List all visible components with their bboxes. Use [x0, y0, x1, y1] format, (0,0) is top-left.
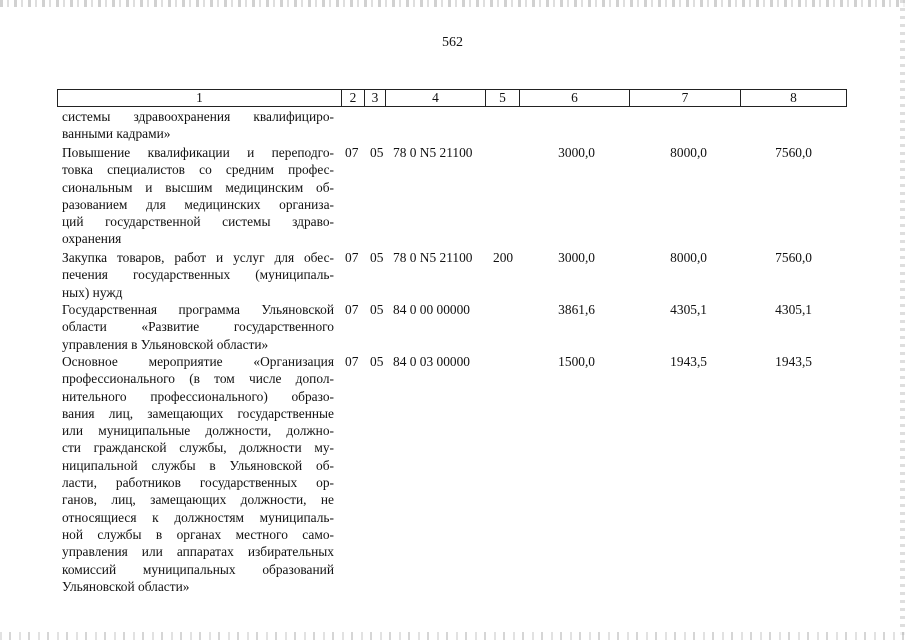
description-line: Ульяновской области» — [62, 578, 190, 594]
cell-amount-7: 8000,0 — [670, 145, 707, 160]
column-header-1: 1 — [58, 90, 342, 107]
description-line: товка специалистов со средним профес- — [62, 162, 334, 178]
cell-subsection: 05 — [370, 145, 384, 160]
description-line: сиональным и высшим медицинским об- — [62, 179, 334, 195]
cell-subsection: 05 — [370, 250, 384, 265]
cell-target-code: 78 0 N5 21100 — [393, 250, 473, 265]
cell-section: 07 — [345, 354, 359, 369]
cell-target-code: 78 0 N5 21100 — [393, 145, 473, 160]
description-line: Повышение квалификации и переподго- — [62, 145, 334, 160]
description-line: относящиеся к должностям муниципаль- — [62, 509, 334, 525]
row-description — [62, 353, 334, 595]
description-line: сти гражданской службы, должности му- — [62, 440, 334, 456]
cell-amount-8: 7560,0 — [775, 250, 812, 265]
description-line: или муниципальные должности, должно- — [62, 423, 334, 439]
description-line: ных) нужд — [62, 284, 123, 300]
cell-section: 07 — [345, 250, 359, 265]
description-line: ниципальной службы в Ульяновской об- — [62, 457, 334, 473]
description-line: вания лиц, замещающих государственные — [62, 405, 334, 421]
description-line: ной службы в органах местного само- — [62, 526, 334, 542]
row-description — [62, 108, 334, 143]
scan-edge-bottom — [0, 632, 905, 640]
column-header-7: 7 — [630, 90, 741, 107]
column-header-6: 6 — [520, 90, 630, 107]
row-description — [62, 249, 334, 301]
description-line: нительного профессионального) образо- — [62, 388, 334, 404]
description-line: ций государственной системы здраво- — [62, 214, 334, 230]
description-line: управления или аппаратах избирательных — [62, 544, 334, 560]
description-line: профессионального (в том числе допол- — [62, 371, 334, 387]
table-header — [57, 89, 847, 107]
description-line: охранения — [62, 231, 122, 247]
cell-section: 07 — [345, 302, 359, 317]
cell-amount-6: 1500,0 — [558, 354, 595, 369]
cell-section: 07 — [345, 145, 359, 160]
cell-target-code: 84 0 03 00000 — [393, 354, 470, 369]
description-line: управления в Ульяновской области» — [62, 336, 269, 352]
cell-amount-7: 8000,0 — [670, 250, 707, 265]
row-description — [62, 301, 334, 353]
column-header-5: 5 — [486, 90, 520, 107]
column-header-3: 3 — [365, 90, 386, 107]
description-line: ласти, работников государственных ор- — [62, 475, 334, 491]
description-line: Закупка товаров, работ и услуг для обес- — [62, 250, 334, 265]
description-line: комиссий муниципальных образований — [62, 561, 334, 577]
cell-amount-6: 3000,0 — [558, 145, 595, 160]
cell-amount-7: 4305,1 — [670, 302, 707, 317]
scan-edge-right — [900, 0, 905, 640]
column-header-2: 2 — [342, 90, 365, 107]
description-line: области «Развитие государственного — [62, 319, 334, 335]
description-line: Основное мероприятие «Организация — [62, 354, 334, 369]
page-number: 562 — [442, 35, 463, 50]
description-line: печения государственных (муниципаль- — [62, 267, 334, 283]
column-header-4: 4 — [386, 90, 486, 107]
cell-amount-8: 1943,5 — [775, 354, 812, 369]
description-line: системы здравоохранения квалифициро- — [62, 109, 334, 124]
cell-subsection: 05 — [370, 354, 384, 369]
cell-target-code: 84 0 00 00000 — [393, 302, 470, 317]
cell-amount-6: 3861,6 — [558, 302, 595, 317]
cell-amount-8: 7560,0 — [775, 145, 812, 160]
row-description — [62, 144, 334, 248]
description-line: разованием для медицинских организа- — [62, 196, 334, 212]
cell-amount-7: 1943,5 — [670, 354, 707, 369]
description-line: ганов, лиц, замещающих должности, не — [62, 492, 334, 508]
cell-subsection: 05 — [370, 302, 384, 317]
scan-edge-top — [0, 0, 905, 7]
cell-amount-6: 3000,0 — [558, 250, 595, 265]
column-header-8: 8 — [741, 90, 847, 107]
cell-expense-type: 200 — [493, 250, 514, 265]
description-line: ванными кадрами» — [62, 126, 171, 142]
cell-amount-8: 4305,1 — [775, 302, 812, 317]
description-line: Государственная программа Ульяновской — [62, 302, 334, 317]
